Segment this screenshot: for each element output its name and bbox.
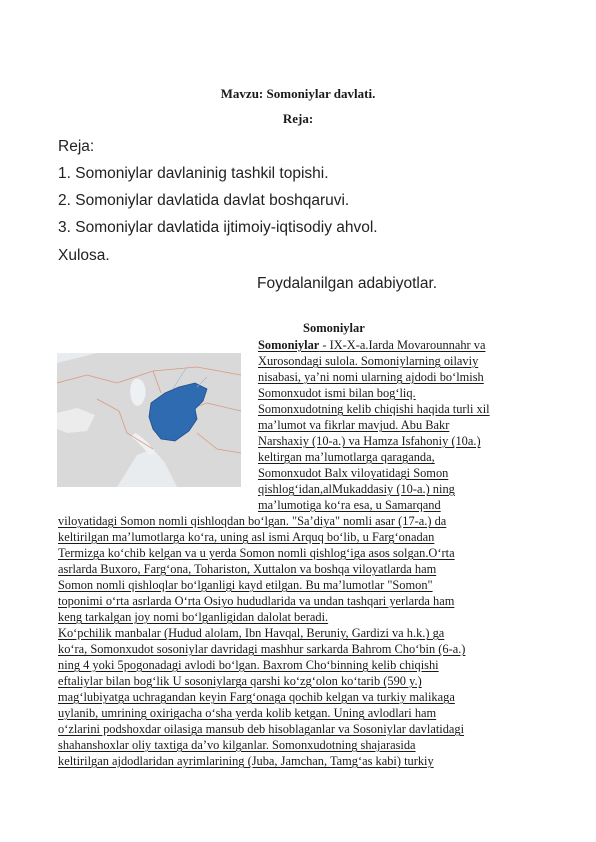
article-line: ma’lumot va fikrlar mavjud. Abu Bakr xyxy=(258,418,450,432)
article-line: asrlarda Buxoro, Farg‘ona, Toharistоn, Xuttalon va boshqa viloyatlarda ham xyxy=(58,562,437,576)
article-line: Somonxudot Balx viloyatidagi Somon xyxy=(258,466,449,480)
article-line: mag‘lubiyatga uchragandan keyin Farg‘onaga qochib kelgan va turkiy malikaga xyxy=(58,690,455,704)
plan-item-3: 3. Somoniylar davlatida ijtimoiy-iqtisodiy ahvol. xyxy=(58,219,378,236)
plan-item-2: 2. Somoniylar davlatida davlat boshqaruvi. xyxy=(58,192,350,209)
article-lead-bold: Somoniylar xyxy=(258,338,320,352)
article-title: Somoniylar xyxy=(303,321,365,335)
article-line: ko‘ra, Somonxudot sosoniylar davridagi mashhur sarkarda Bahrom Cho‘bin (6-a.) xyxy=(58,642,466,656)
samanid-empire-map-icon xyxy=(57,353,241,487)
article-line: Ko‘pchilik manbalar (Hudud alolam, Ibn Havqal, Beruniy, Gardizi va h.k.) ga xyxy=(58,626,445,640)
plan-heading: Reja: xyxy=(282,111,314,126)
article-line: ma’lumotiga ko‘ra esa, u Samarqand xyxy=(258,498,441,512)
page-title: Mavzu: Somoniylar davlati. xyxy=(220,86,376,101)
article-line: Somonxudot ismi bilan bog‘liq. xyxy=(258,386,416,400)
article-line: keltirgan ma’lumotlarga qaraganda, xyxy=(258,450,435,464)
article-line: viloyatidagi Somon nomli qishloqdan bo‘lgan. "Sa’diya" nomli asar (17-a.) da xyxy=(58,514,447,528)
plan-label: Reja: xyxy=(58,138,95,155)
plan-references: Foydalanilgan adabiyotlar. xyxy=(257,275,438,292)
article-line: keltirilgan ajdodlaridan ayrimlarining (Juba, Jamchan, Tamg‘as kabi) turkiy xyxy=(58,754,434,768)
plan-conclusion: Xulosa. xyxy=(58,247,110,264)
article-line: Somonxudotning kelib chiqishi haqida turli xil xyxy=(258,402,490,416)
article-line: eftaliylar bilan bog‘lik U sosoniylarga qarshi ko‘zg‘olon ko‘tarib (590 y.) xyxy=(58,674,422,688)
article-line: uylanib, umrining oxirigacha o‘sha yerda kolib ketgan. Uning avlodlari ham xyxy=(58,706,437,720)
article-line: o‘zlarini podshoxdar oilasiga mansub deb hisoblaganlar va Sosoniylar davlatidagi xyxy=(58,722,465,736)
article-line xyxy=(258,337,485,353)
article-line: Xurosondagi sulola. Somoniylarning oilaviy xyxy=(258,354,479,368)
article-lead-rest: - IX-X-a.Iarda Movarounnahr va xyxy=(319,338,486,352)
article-line: Somon nomli qishloqlar bo‘lganligi kayd etilgan. Bu ma’lumotlar "Somon" xyxy=(58,578,433,592)
article-line: shahanshoxlar oliy taxtiga da’vo kilganlar. Somonxudotning shajarasida xyxy=(58,738,416,752)
article-line: toponimi o‘rta asrlarda O‘rta Osiyo hududlarida va undan tashqari yerlarda ham xyxy=(58,594,455,608)
article-line: qishlog‘idan,alMukaddasiy (10-a.) ning xyxy=(258,482,455,496)
article-line: Termizga ko‘chib kelgan va u yerda Somon nomli qishlog‘iga asos solgan.O‘rta xyxy=(58,546,455,560)
article-line: keltirilgan ma’lumotlarga ko‘ra, uning asl ismi Arquq bo‘lib, u Farg‘onadan xyxy=(58,530,435,544)
article-line: keng tarkalgan joy nomi bo‘lganligidan dalolat beradi. xyxy=(58,610,329,624)
plan-item-1: 1. Somoniylar davlaninig tashkil topishi. xyxy=(58,165,329,182)
article-line: Narshaxiy (10-a.) va Hamza Isfahoniy (10a.) xyxy=(258,434,481,448)
article-line: nisabasi, ya’ni nomi ularning ajdodi bo‘lmish xyxy=(258,370,484,384)
article-line: ning 4 yoki 5pogonadagi avlodi bo‘lgan. Baxrom Cho‘binning kelib chiqishi xyxy=(58,658,439,672)
